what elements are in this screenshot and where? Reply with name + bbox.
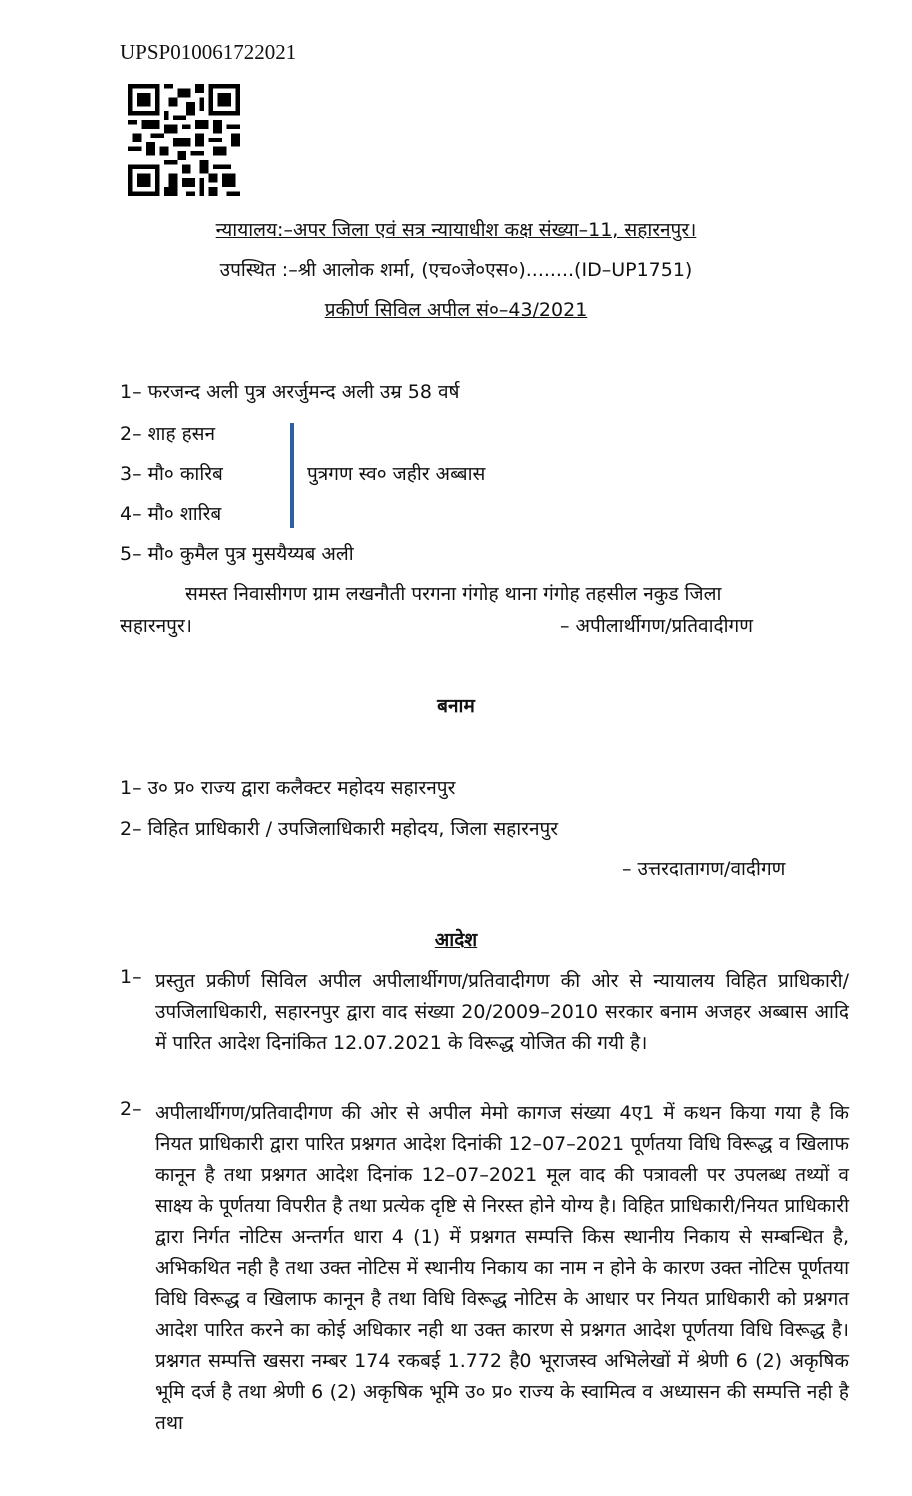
paragraph-1-number: 1– [120,966,142,988]
grouping-bracket [290,423,294,528]
respondents-role: – उत्तरदातागण/वादीगण [622,858,786,880]
presiding-officer: उपस्थित :–श्री आलोक शर्मा, (एच०जे०एस०)........(ID–UP1751) [219,259,693,281]
appellants-address: समस्त निवासीगण ग्राम लखनौती परगना गंगोह थाना गंगोह तहसील नकुड जिला [185,583,722,605]
paragraph-2-number: 2– [120,1098,142,1120]
respondent-1: 1– उ० प्र० राज्य द्वारा कलैक्टर महोदय सहारनपुर [120,777,456,799]
paragraph-2: अपीलार्थीगण/प्रतिवादीगण की ओर से अपील मेमो कागज संख्या 4ए1 में कथन किया गया है कि नियत प्राधिकारी द्वारा पारित प्रश्नगत आदेश दिनांकी 12–07–2021 पूर्णतया विधि विरूद्ध व खिलाफ कानून है तथा प्रश्नगत आदेश दिनांक 12–07–2021 मूल वाद की पत्रावली पर उपलब्ध तथ्यों व साक्ष्य के पूर्णतया विपरीत है तथा प्रत्येक दृष्टि से निरस्त होने योग्य है। विहित प्राधिकारी/नियत प्राधिकारी द्वारा निर्गत नोटिस अन्तर्गत धारा 4 (1) में प्रश्नगत सम्पत्ति किस स्थानीय निकाय से सम्बन्धित है, अभिकथित नही है तथा उक्त नोटिस में स्थानीय निकाय का नाम न होने के कारण उक्त नोटिस पूर्णतया विधि विरूद्ध व खिलाफ कानून है तथा विधि विरूद्ध नोटिस के आधार पर नियत प्राधिकारी को प्रश्नगत आदेश पारित करने का कोई अधिकार नही था उक्त कारण से प्रश्नगत आदेश पूर्णतया विधि विरूद्ध है। प्रश्नगत सम्पत्ति खसरा नम्बर 174 रकबई 1.772 है0 भूराजस्व अभिलेखों में श्रेणी 6 (2) अकृषिक भूमि दर्ज है तथा श्रेणी 6 (2) अकृषिक भूमि उ० प्र० राज्य के स्वामित्व व अध्यासन की सम्पत्ति नही है तथा [155,1102,849,1434]
appellants-role: – अपीलार्थीगण/प्रतिवादीगण [560,615,753,637]
paragraph-1: प्रस्तुत प्रकीर्ण सिविल अपील अपीलार्थीगण/प्रतिवादीगण की ओर से न्यायालय विहित प्राधिकारी/उपजिलाधिकारी, सहारनपुर द्वारा वाद संख्या 20/2009–2010 सरकार बनाम अजहर अब्बास आदि में पारित आदेश दिनांकित 12.07.2021 के विरूद्ध योजित की गयी है। [155,970,849,1054]
appellant-1: 1– फरजन्द अली पुत्र अरर्जुमन्द अली उम्र 58 वर्ष [120,381,460,403]
appellant-3: 3– मौ० कारिब [120,463,223,485]
order-heading: आदेश [434,929,478,951]
case-number: प्रकीर्ण सिविल अपील सं०–43/2021 [324,299,588,321]
appellant-4: 4– मौ० शारिब [120,503,222,525]
court-name: न्यायालय:–अपर जिला एवं सत्र न्यायाधीश कक्ष संख्या–11, सहारनपुर। [215,219,697,241]
appellant-5: 5– मौ० कुमैल पुत्र मुसयैय्यब अली [120,543,354,565]
respondent-2: 2– विहित प्राधिकारी / उपजिलाधिकारी महोदय, जिला सहारनपुर [120,818,559,840]
appellants-address-cont: सहारनपुर। [120,615,192,637]
document-id: UPSP010061722021 [120,40,297,64]
appellants-group-label: पुत्रगण स्व० जहीर अब्बास [307,463,486,485]
appellant-2: 2– शाह हसन [120,423,216,445]
qr-code [128,84,240,196]
versus-heading: बनाम [437,695,475,717]
